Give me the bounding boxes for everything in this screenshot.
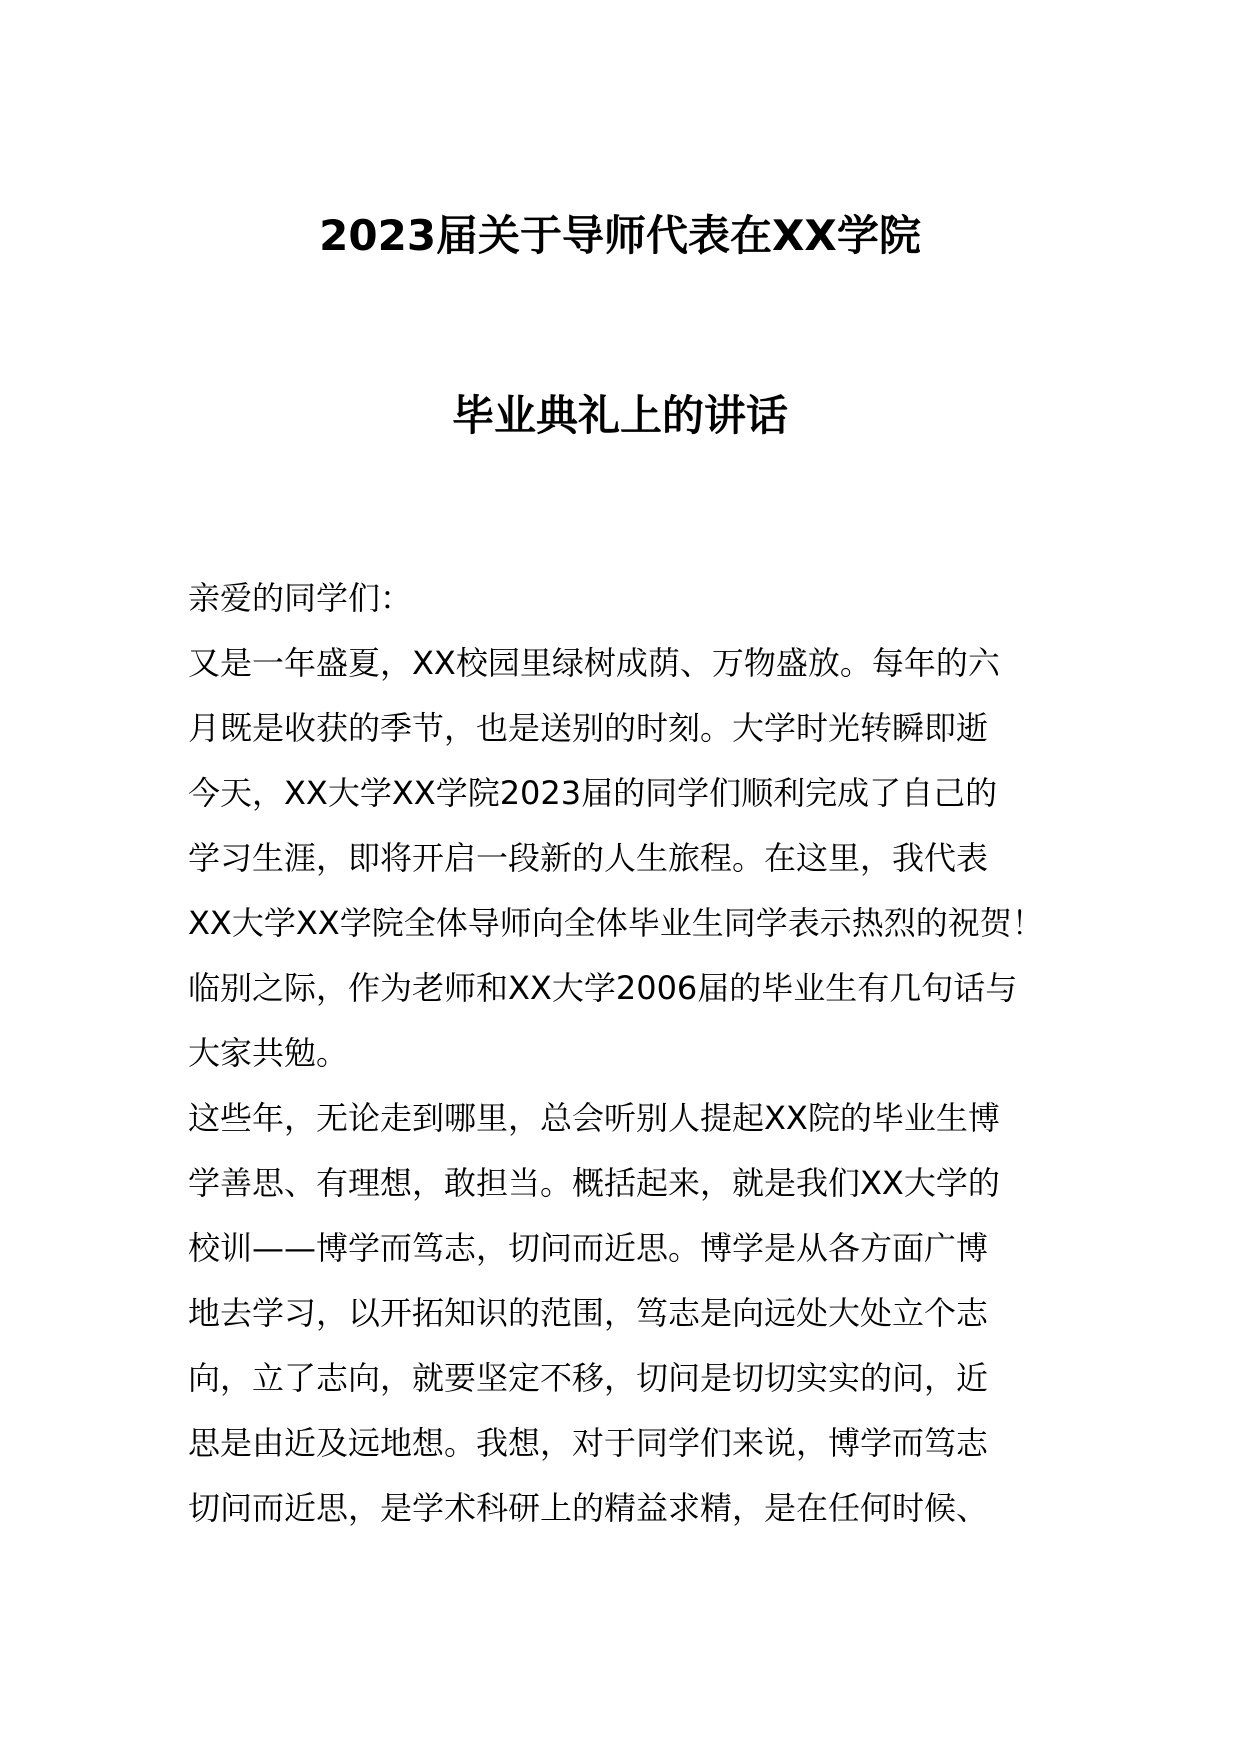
body-line: 学习生涯，即将开启一段新的人生旅程。在这里，我代表 xyxy=(188,839,989,877)
body-line: 切问而近思，是学术科研上的精益求精，是在任何时候、 xyxy=(188,1489,989,1527)
body-line: 校训——博学而笃志，切问而近思。博学是从各方面广博 xyxy=(188,1229,989,1267)
body-line: 月既是收获的季节，也是送别的时刻。大学时光转瞬即逝 xyxy=(188,709,989,747)
body-line: XX大学XX学院全体导师向全体毕业生同学表示热烈的祝贺！ xyxy=(188,904,1044,942)
body-line: 今天，XX大学XX学院2023届的同学们顺利完成了自己的 xyxy=(188,774,998,812)
document-title-line-2: 毕业典礼上的讲话 xyxy=(451,391,788,440)
body-line: 这些年，无论走到哪里，总会听别人提起XX院的毕业生博 xyxy=(188,1099,1000,1137)
body-line: 大家共勉。 xyxy=(188,1034,349,1072)
body-line: 学善思、有理想，敢担当。概括起来，就是我们XX大学的 xyxy=(188,1164,1000,1202)
body-line: 临别之际，作为老师和XX大学2006届的毕业生有几句话与 xyxy=(188,969,1018,1007)
body-line: 地去学习，以开拓知识的范围，笃志是向远处大处立个志 xyxy=(188,1294,989,1332)
body-line-greeting: 亲爱的同学们： xyxy=(188,579,413,617)
document-title-line-1: 2023届关于导师代表在XX学院 xyxy=(319,211,921,260)
body-line: 思是由近及远地想。我想，对于同学们来说，博学而笃志 xyxy=(188,1424,989,1462)
body-line: 向，立了志向，就要坚定不移，切问是切切实实的问，近 xyxy=(188,1359,989,1397)
body-line: 又是一年盛夏，XX校园里绿树成荫、万物盛放。每年的六 xyxy=(188,644,1000,682)
